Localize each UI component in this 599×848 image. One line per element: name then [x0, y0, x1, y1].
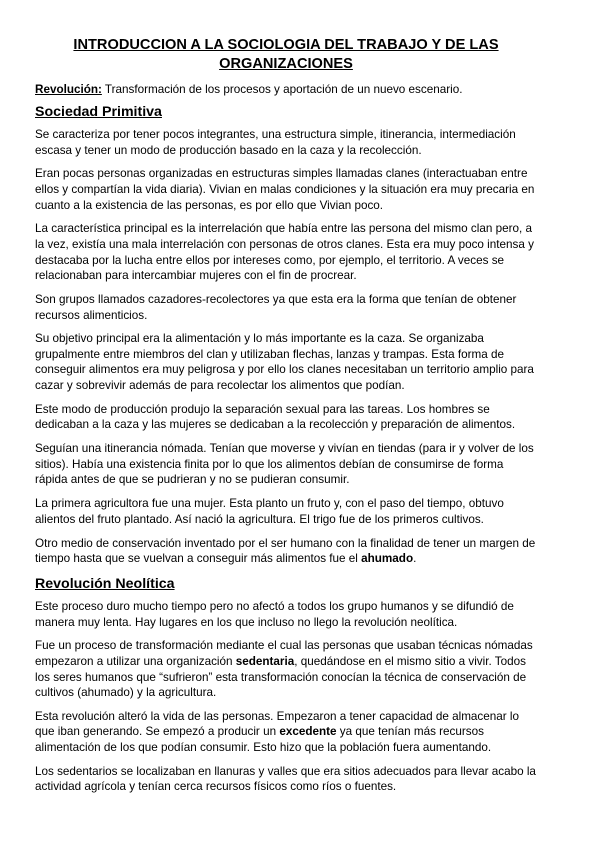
paragraph [35, 638, 537, 700]
intro-line [35, 82, 537, 97]
paragraph [35, 127, 537, 158]
paragraph-text: Fue un proceso de transformación mediante el cual las personas que usaban técnicas nómadas empezaron a utilizar una organización [35, 639, 533, 668]
section-heading: Revolución Neolítica [35, 575, 175, 592]
paragraph-text: ya que tenían más recursos alimentación de los que podían consumir. Esto hizo que la población fuera aumentando. [35, 725, 492, 755]
paragraph-text: Los sedentarios se localizaban en llanuras y valles que era sitios adecuados para llevar acabo la actividad agrícola y tenían cerca recursos físicos como ríos o fuentes. [35, 764, 536, 794]
paragraph-text: Este modo de producción produjo la separación sexual para las tareas. Los hombres se dedicaban a la caza y las mujeres se dedicaban a la recolección y preparación de alimentos. [35, 402, 516, 432]
paragraph [35, 536, 537, 567]
bold-term: ahumado [361, 552, 414, 566]
paragraph [35, 599, 537, 630]
paragraph-text: Son grupos llamados cazadores-recolectores ya que esta era la forma que tenían de obtener recursos alimenticios. [35, 292, 517, 322]
paragraph [35, 292, 537, 323]
paragraph [35, 496, 537, 527]
paragraph [35, 764, 537, 795]
document-body [35, 103, 537, 795]
section-2 [35, 575, 537, 795]
paragraph-text: . [413, 552, 417, 566]
bold-term: excedente [279, 725, 337, 739]
paragraph-text: La primera agricultora fue una mujer. Esta planto un fruto y, con el paso del tiempo, obtuvo alientos del fruto plantado. Así nació la agricultura. El trigo fue de los primeros cultivos. [35, 497, 504, 526]
bold-term: sedentaria [235, 654, 295, 668]
paragraph-text: Eran pocas personas organizadas en estructuras simples llamadas clanes (interactuaban entre ellos y compartían la vida diaria). Vivian en malas condiciones y la situación era muy precaria en cuanto a la existencia de las personas, es por ello que Vivian poco. [35, 167, 535, 212]
paragraph [35, 709, 537, 756]
paragraph-text: Este proceso duro mucho tiempo pero no afectó a todos los grupo humanos y se difundió de manera muy lenta. Hay lugares en los que incluso no llego la revolución neolítica. [35, 599, 514, 629]
paragraph-text: , quedándose en el mismo sitio a vivir. Todos los seres humanos que “sufrieron” esta transformación conocían la técnica de conservación de cultivos (ahumado) y la agricultura. [35, 654, 527, 700]
paragraph-text: Se caracteriza por tener pocos integrantes, una estructura simple, itinerancia, intermediación escasa y tener un modo de producción basado en la caza y la recolección. [35, 128, 516, 157]
paragraph [35, 221, 537, 283]
paragraph-text: La característica principal es la interrelación que había entre las persona del mismo clan pero, a la vez, existía una mala interrelación con personas de otros clanes. Esta era muy poco intensa y destacaba por la lucha entre ellos por intereses como, por ejemplo, el territorio. A veces se relacionaban para intercambiar mujeres con el fin de procrear. [35, 222, 534, 283]
paragraph [35, 166, 537, 213]
section-heading: Sociedad Primitiva [35, 104, 162, 120]
paragraph-text: Esta revolución alteró la vida de las personas. Empezaron a tener capacidad de almacenar lo que iban generando. Se empezó a producir un [35, 709, 520, 739]
paragraph [35, 441, 537, 488]
paragraph-text: Otro medio de conservación inventado por el ser humano con la finalidad de tener un margen de tiempo hasta que se vuelvan a conseguir más alimentos fue el [35, 536, 536, 566]
section-1 [35, 103, 537, 567]
document-title: INTRODUCCION A LA SOCIOLOGIA DEL TRABAJO Y DE LAS ORGANIZACIONES [73, 37, 499, 72]
paragraph [35, 331, 537, 393]
intro-label: Revolución: [35, 83, 102, 96]
paragraph-text: Seguían una itinerancia nómada. Tenían que moverse y vivían en tiendas (para ir y volver de los sitios). Había una existencia finita por lo que los alimentos debían de consumirse de forma rápida antes de que se pudrieran y no se pudieran consumir. [35, 442, 534, 487]
intro-text: Transformación de los procesos y aportación de un nuevo escenario. [101, 83, 463, 96]
paragraph-text: Su objetivo principal era la alimentación y lo más importante es la caza. Se organizaba grupalmente entre miembros del clan y utilizaban flechas, lanzas y trampas. Esta forma de conseguir alimentos era muy peligrosa y por ello los clanes necesitaban un territorio amplio para cazar y sobrevivir además de para recolectar los alimentos que podían. [35, 332, 534, 393]
paragraph [35, 402, 537, 433]
